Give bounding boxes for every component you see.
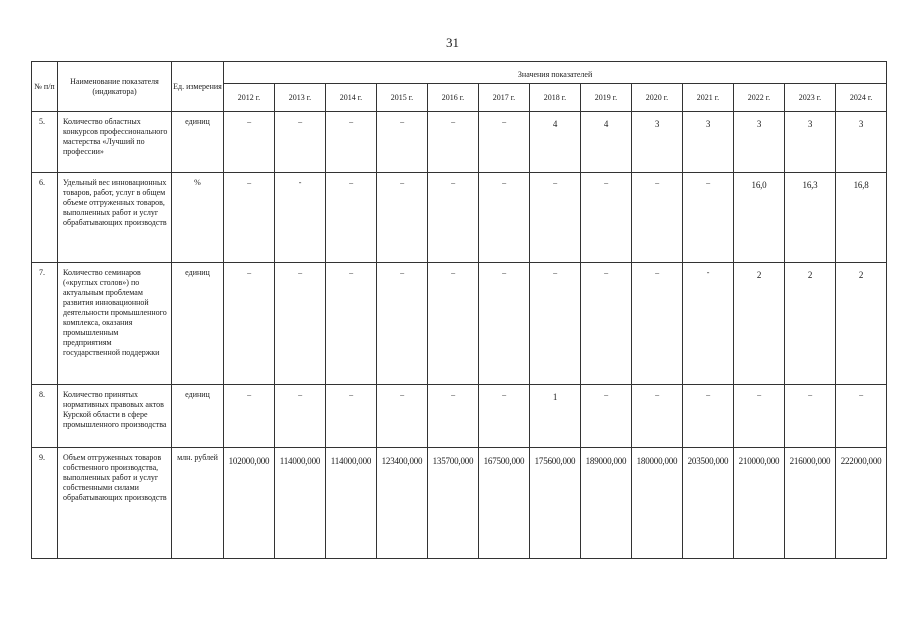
year-header: 2023 г. [785,84,836,112]
row-unit: единиц [172,385,224,448]
row-name: Удельный вес инновационных товаров, работ, услуг в общем объеме отгруженных товаров, выполненных работ и услуг обрабатывающих производств [58,173,172,263]
row-value: 3 [632,112,683,173]
page-number: 31 [446,35,459,50]
row-unit: единиц [172,263,224,385]
row-value: 216000,000 [785,448,836,559]
row-name: Количество семинаров («круглых столов») по актуальным проблемам развития инновационной деятельности промышленного комплекса, оказания промышленным предприятиям государственной поддержки [58,263,172,385]
row-value: – [530,173,581,263]
row-value: 16,3 [785,173,836,263]
row-value: – [581,385,632,448]
row-value: 135700,000 [428,448,479,559]
table-row [32,173,887,263]
row-value: – [224,385,275,448]
year-header: 2020 г. [632,84,683,112]
row-value: – [530,263,581,385]
row-value: – [224,112,275,173]
row-value: – [428,112,479,173]
row-value: 102000,000 [224,448,275,559]
row-value: – [479,263,530,385]
row-value: 114000,000 [326,448,377,559]
header-values: Значения показателей [224,62,887,84]
row-value: - [275,173,326,263]
row-value: 2 [785,263,836,385]
row-value: – [632,173,683,263]
row-value: – [224,173,275,263]
year-header: 2017 г. [479,84,530,112]
row-value: 16,0 [734,173,785,263]
row-value: – [479,173,530,263]
row-value: – [734,385,785,448]
row-value: – [377,263,428,385]
row-value: 2 [836,263,887,385]
row-name: Объем отгруженных товаров собственного производства, выполненных работ и услуг собственными силами обрабатывающих производств [58,448,172,559]
year-header: 2015 г. [377,84,428,112]
row-value: – [632,263,683,385]
row-value: – [326,263,377,385]
header-name: Наименование показателя (индикатора) [58,62,172,112]
row-value: 4 [530,112,581,173]
row-unit: единиц [172,112,224,173]
row-value: – [326,112,377,173]
table-row [32,385,887,448]
table-row [32,112,887,173]
row-value: 3 [785,112,836,173]
row-value: 180000,000 [632,448,683,559]
row-value: – [479,112,530,173]
year-header: 2019 г. [581,84,632,112]
row-value: – [377,385,428,448]
row-value: 3 [734,112,785,173]
year-header: 2021 г. [683,84,734,112]
row-value: – [632,385,683,448]
row-num: 7. [32,263,58,385]
row-value: – [428,385,479,448]
row-value: – [479,385,530,448]
row-value: 222000,000 [836,448,887,559]
year-header: 2016 г. [428,84,479,112]
row-num: 6. [32,173,58,263]
year-header: 2022 г. [734,84,785,112]
row-value: - [683,263,734,385]
row-value: 175600,000 [530,448,581,559]
row-num: 9. [32,448,58,559]
row-value: 3 [683,112,734,173]
row-value: – [275,112,326,173]
row-value: 167500,000 [479,448,530,559]
row-value: 16,8 [836,173,887,263]
row-value: 210000,000 [734,448,785,559]
year-header: 2018 г. [530,84,581,112]
row-value: 2 [734,263,785,385]
row-value: – [581,173,632,263]
row-value: – [581,263,632,385]
year-header: 2012 г. [224,84,275,112]
row-value: – [275,385,326,448]
row-value: – [275,263,326,385]
row-value: – [377,112,428,173]
header-row-top [32,62,887,84]
row-unit: % [172,173,224,263]
row-value: 3 [836,112,887,173]
row-value: – [326,173,377,263]
row-name: Количество принятых нормативных правовых актов Курской области в сфере промышленного производства [58,385,172,448]
row-value: – [326,385,377,448]
row-name: Количество областных конкурсов профессионального мастерства «Лучший по профессии» [58,112,172,173]
row-value: 189000,000 [581,448,632,559]
row-value: – [428,173,479,263]
row-value: 123400,000 [377,448,428,559]
row-num: 5. [32,112,58,173]
indicators-table [31,61,887,559]
row-value: 1 [530,385,581,448]
table-row [32,263,887,385]
year-header: 2013 г. [275,84,326,112]
header-num: № п/п [32,62,58,112]
year-header: 2024 г. [836,84,887,112]
table-row [32,448,887,559]
year-header: 2014 г. [326,84,377,112]
row-value: 114000,000 [275,448,326,559]
row-value: – [683,385,734,448]
row-value: – [683,173,734,263]
row-value: – [785,385,836,448]
row-value: – [836,385,887,448]
row-value: – [377,173,428,263]
row-num: 8. [32,385,58,448]
header-unit: Ед. измерения [172,62,224,112]
row-value: 4 [581,112,632,173]
row-value: 203500,000 [683,448,734,559]
row-value: – [428,263,479,385]
row-unit: млн. рублей [172,448,224,559]
row-value: – [224,263,275,385]
